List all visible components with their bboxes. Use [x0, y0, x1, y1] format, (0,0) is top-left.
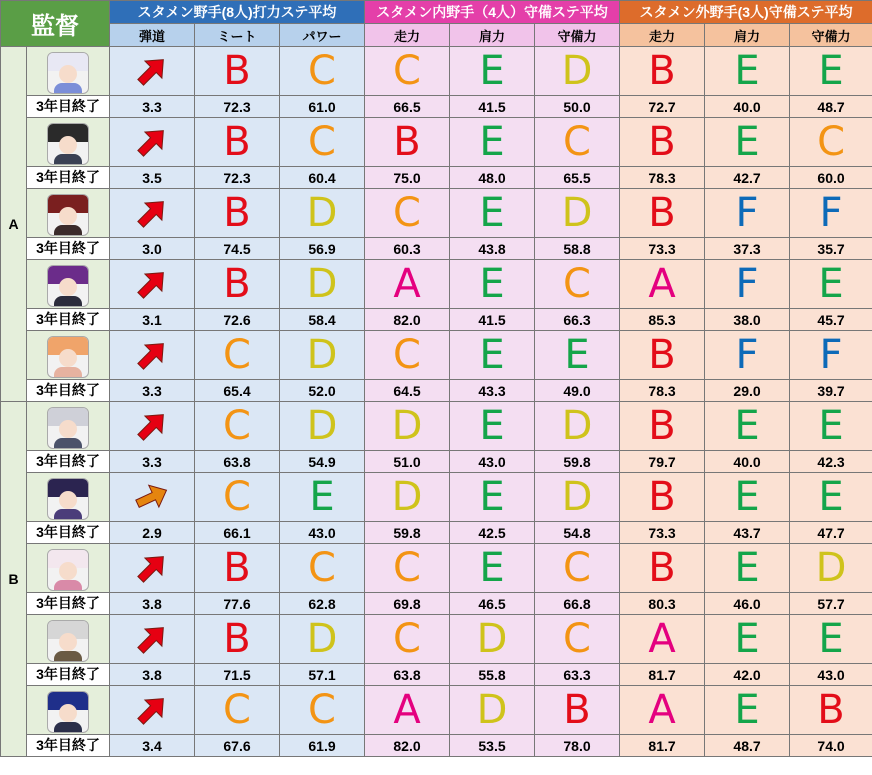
dando-arrow-cell: [110, 260, 195, 309]
grade-inf-speed: C: [365, 47, 450, 96]
value-dando: 3.5: [110, 167, 195, 189]
avatar: [47, 478, 89, 520]
value-dando: 3.0: [110, 238, 195, 260]
value-inf-arm: 43.8: [450, 238, 535, 260]
value-inf-fielding: 50.0: [535, 96, 620, 118]
table-row: [1, 309, 872, 331]
value-of-speed: 80.3: [620, 593, 705, 615]
grade-of-fielding: B: [790, 686, 872, 735]
value-of-arm: 38.0: [705, 309, 790, 331]
value-meet: 74.5: [195, 238, 280, 260]
grade-inf-fielding: D: [535, 402, 620, 451]
year-label: 3年目終了: [27, 167, 110, 189]
value-meet: 77.6: [195, 593, 280, 615]
value-of-arm: 42.7: [705, 167, 790, 189]
year-label: 3年目終了: [27, 664, 110, 686]
grade-inf-fielding: B: [535, 686, 620, 735]
avatar-cell: [27, 260, 110, 309]
group-label: B: [1, 402, 27, 757]
grade-of-fielding: E: [790, 402, 872, 451]
value-power: 54.9: [280, 451, 365, 473]
grade-power: C: [280, 544, 365, 593]
grade-inf-arm: E: [450, 47, 535, 96]
year-label: 3年目終了: [27, 309, 110, 331]
year-label: 3年目終了: [27, 593, 110, 615]
avatar-cell: [27, 473, 110, 522]
header-sub-inf-fielding: 守備力: [535, 24, 620, 47]
table-row: [1, 189, 872, 238]
grade-of-speed: B: [620, 402, 705, 451]
avatar: [47, 336, 89, 378]
grade-of-arm: E: [705, 118, 790, 167]
dando-arrow-cell: [110, 615, 195, 664]
avatar-cell: [27, 331, 110, 380]
value-of-arm: 42.0: [705, 664, 790, 686]
header-sub-of-arm: 肩力: [705, 24, 790, 47]
dando-arrow-cell: [110, 118, 195, 167]
grade-inf-fielding: C: [535, 544, 620, 593]
grade-of-speed: B: [620, 118, 705, 167]
grade-of-speed: B: [620, 544, 705, 593]
grade-inf-arm: E: [450, 402, 535, 451]
avatar: [47, 407, 89, 449]
value-inf-fielding: 59.8: [535, 451, 620, 473]
grade-inf-speed: C: [365, 544, 450, 593]
value-power: 57.1: [280, 664, 365, 686]
header-sub-power: パワー: [280, 24, 365, 47]
grade-inf-arm: E: [450, 473, 535, 522]
value-inf-arm: 55.8: [450, 664, 535, 686]
dando-arrow-cell: [110, 686, 195, 735]
value-of-arm: 46.0: [705, 593, 790, 615]
value-of-fielding: 48.7: [790, 96, 872, 118]
avatar-cell: [27, 686, 110, 735]
grade-meet: C: [195, 686, 280, 735]
value-meet: 63.8: [195, 451, 280, 473]
value-inf-fielding: 54.8: [535, 522, 620, 544]
grade-of-arm: E: [705, 615, 790, 664]
grade-of-speed: A: [620, 260, 705, 309]
grade-of-speed: A: [620, 686, 705, 735]
value-of-speed: 85.3: [620, 309, 705, 331]
year-label: 3年目終了: [27, 96, 110, 118]
avatar-cell: [27, 47, 110, 96]
value-inf-speed: 66.5: [365, 96, 450, 118]
value-inf-speed: 82.0: [365, 735, 450, 757]
table-row: [1, 686, 872, 735]
grade-power: E: [280, 473, 365, 522]
grade-power: C: [280, 686, 365, 735]
header-sub-inf-arm: 肩力: [450, 24, 535, 47]
avatar: [47, 691, 89, 733]
value-of-fielding: 43.0: [790, 664, 872, 686]
arrow-up-right-icon: [132, 264, 172, 304]
value-of-fielding: 60.0: [790, 167, 872, 189]
value-of-speed: 78.3: [620, 380, 705, 402]
value-power: 52.0: [280, 380, 365, 402]
value-power: 43.0: [280, 522, 365, 544]
table-row: [1, 593, 872, 615]
value-inf-fielding: 66.3: [535, 309, 620, 331]
table-row: [1, 118, 872, 167]
value-inf-arm: 41.5: [450, 96, 535, 118]
grade-of-fielding: E: [790, 260, 872, 309]
grade-meet: B: [195, 189, 280, 238]
table-row: [1, 47, 872, 96]
grade-inf-speed: A: [365, 686, 450, 735]
value-dando: 3.3: [110, 380, 195, 402]
value-power: 61.9: [280, 735, 365, 757]
value-of-arm: 40.0: [705, 96, 790, 118]
value-of-fielding: 35.7: [790, 238, 872, 260]
value-of-speed: 81.7: [620, 735, 705, 757]
arrow-up-right-icon: [132, 548, 172, 588]
grade-of-speed: B: [620, 189, 705, 238]
grade-of-fielding: D: [790, 544, 872, 593]
grade-power: D: [280, 331, 365, 380]
value-inf-speed: 60.3: [365, 238, 450, 260]
header-sub-inf-speed: 走力: [365, 24, 450, 47]
arrow-up-right-icon: [132, 406, 172, 446]
table-row: [1, 664, 872, 686]
grade-of-speed: A: [620, 615, 705, 664]
value-of-speed: 73.3: [620, 522, 705, 544]
value-dando: 3.8: [110, 593, 195, 615]
grade-inf-arm: E: [450, 189, 535, 238]
dando-arrow-cell: [110, 544, 195, 593]
dando-arrow-cell: [110, 402, 195, 451]
value-inf-arm: 43.0: [450, 451, 535, 473]
grade-inf-arm: E: [450, 118, 535, 167]
arrow-up-right-icon: [132, 335, 172, 375]
value-inf-speed: 63.8: [365, 664, 450, 686]
value-inf-arm: 41.5: [450, 309, 535, 331]
header-group-batting: スタメン野手(8人)打力ステ平均: [110, 1, 365, 24]
arrow-up-right-icon: [132, 690, 172, 730]
grade-power: D: [280, 402, 365, 451]
grade-of-speed: B: [620, 473, 705, 522]
grade-inf-arm: D: [450, 686, 535, 735]
value-of-arm: 40.0: [705, 451, 790, 473]
grade-of-arm: F: [705, 189, 790, 238]
grade-inf-speed: D: [365, 402, 450, 451]
dando-arrow-cell: [110, 189, 195, 238]
grade-meet: C: [195, 402, 280, 451]
table-row: [1, 451, 872, 473]
grade-inf-speed: C: [365, 189, 450, 238]
avatar: [47, 620, 89, 662]
grade-of-arm: F: [705, 331, 790, 380]
value-inf-speed: 64.5: [365, 380, 450, 402]
header-sub-of-speed: 走力: [620, 24, 705, 47]
grade-of-fielding: C: [790, 118, 872, 167]
grade-inf-arm: E: [450, 544, 535, 593]
header-sub-meet: ミート: [195, 24, 280, 47]
grade-of-arm: F: [705, 260, 790, 309]
value-meet: 72.3: [195, 167, 280, 189]
arrow-right-icon: [132, 477, 172, 517]
year-label: 3年目終了: [27, 735, 110, 757]
avatar-cell: [27, 402, 110, 451]
grade-of-fielding: F: [790, 189, 872, 238]
table-row: [1, 522, 872, 544]
value-inf-speed: 75.0: [365, 167, 450, 189]
year-label: 3年目終了: [27, 451, 110, 473]
value-of-fielding: 74.0: [790, 735, 872, 757]
value-of-fielding: 47.7: [790, 522, 872, 544]
value-dando: 3.8: [110, 664, 195, 686]
value-inf-fielding: 58.8: [535, 238, 620, 260]
grade-meet: C: [195, 473, 280, 522]
table-row: [1, 544, 872, 593]
value-inf-speed: 82.0: [365, 309, 450, 331]
grade-meet: B: [195, 615, 280, 664]
header-corner-kantoku: 監督: [1, 1, 110, 47]
value-inf-speed: 69.8: [365, 593, 450, 615]
value-of-fielding: 42.3: [790, 451, 872, 473]
table-row: [1, 473, 872, 522]
avatar: [47, 194, 89, 236]
value-dando: 3.3: [110, 96, 195, 118]
grade-power: C: [280, 118, 365, 167]
value-inf-arm: 48.0: [450, 167, 535, 189]
grade-of-fielding: E: [790, 47, 872, 96]
dando-arrow-cell: [110, 473, 195, 522]
value-dando: 3.1: [110, 309, 195, 331]
value-inf-speed: 51.0: [365, 451, 450, 473]
value-power: 60.4: [280, 167, 365, 189]
grade-inf-speed: B: [365, 118, 450, 167]
value-inf-arm: 46.5: [450, 593, 535, 615]
value-meet: 66.1: [195, 522, 280, 544]
value-meet: 71.5: [195, 664, 280, 686]
value-of-speed: 78.3: [620, 167, 705, 189]
arrow-up-right-icon: [132, 51, 172, 91]
header-sub-of-fielding: 守備力: [790, 24, 872, 47]
grade-power: D: [280, 260, 365, 309]
year-label: 3年目終了: [27, 238, 110, 260]
value-of-fielding: 57.7: [790, 593, 872, 615]
grade-of-arm: E: [705, 47, 790, 96]
grade-inf-fielding: D: [535, 473, 620, 522]
value-inf-arm: 53.5: [450, 735, 535, 757]
grade-of-arm: E: [705, 686, 790, 735]
value-dando: 3.4: [110, 735, 195, 757]
grade-inf-speed: C: [365, 331, 450, 380]
table-row: [1, 238, 872, 260]
year-label: 3年目終了: [27, 380, 110, 402]
value-power: 62.8: [280, 593, 365, 615]
avatar: [47, 123, 89, 165]
grade-of-arm: E: [705, 402, 790, 451]
grade-meet: C: [195, 331, 280, 380]
arrow-up-right-icon: [132, 619, 172, 659]
grade-inf-fielding: C: [535, 260, 620, 309]
value-of-arm: 29.0: [705, 380, 790, 402]
grade-of-fielding: F: [790, 331, 872, 380]
value-meet: 65.4: [195, 380, 280, 402]
value-power: 61.0: [280, 96, 365, 118]
grade-of-arm: E: [705, 473, 790, 522]
avatar-cell: [27, 615, 110, 664]
table-row: [1, 402, 872, 451]
table-row: [1, 331, 872, 380]
grade-meet: B: [195, 544, 280, 593]
group-label: A: [1, 47, 27, 402]
table-row: [1, 167, 872, 189]
grade-of-speed: B: [620, 331, 705, 380]
grade-inf-speed: C: [365, 615, 450, 664]
value-meet: 67.6: [195, 735, 280, 757]
value-dando: 2.9: [110, 522, 195, 544]
avatar: [47, 265, 89, 307]
grade-inf-fielding: C: [535, 118, 620, 167]
header-sub-dando: 弾道: [110, 24, 195, 47]
arrow-up-right-icon: [132, 193, 172, 233]
table-row: [1, 735, 872, 757]
grade-inf-arm: E: [450, 331, 535, 380]
grade-inf-fielding: C: [535, 615, 620, 664]
value-power: 58.4: [280, 309, 365, 331]
value-of-arm: 43.7: [705, 522, 790, 544]
avatar-cell: [27, 544, 110, 593]
header-group-infield: スタメン内野手（4人）守備ステ平均: [365, 1, 620, 24]
grade-meet: B: [195, 118, 280, 167]
dando-arrow-cell: [110, 47, 195, 96]
arrow-up-right-icon: [132, 122, 172, 162]
value-inf-arm: 42.5: [450, 522, 535, 544]
value-inf-fielding: 65.5: [535, 167, 620, 189]
grade-inf-arm: E: [450, 260, 535, 309]
grade-inf-arm: D: [450, 615, 535, 664]
value-of-arm: 48.7: [705, 735, 790, 757]
year-label: 3年目終了: [27, 522, 110, 544]
table-row: [1, 96, 872, 118]
value-dando: 3.3: [110, 451, 195, 473]
value-inf-arm: 43.3: [450, 380, 535, 402]
avatar-cell: [27, 118, 110, 167]
value-of-speed: 73.3: [620, 238, 705, 260]
header-group-outfield: スタメン外野手(3人)守備ステ平均: [620, 1, 872, 24]
avatar: [47, 549, 89, 591]
grade-inf-speed: D: [365, 473, 450, 522]
table-row: [1, 380, 872, 402]
grade-power: C: [280, 47, 365, 96]
grade-inf-fielding: D: [535, 47, 620, 96]
value-inf-fielding: 66.8: [535, 593, 620, 615]
grade-power: D: [280, 189, 365, 238]
grade-meet: B: [195, 260, 280, 309]
value-inf-fielding: 49.0: [535, 380, 620, 402]
value-meet: 72.3: [195, 96, 280, 118]
value-of-fielding: 39.7: [790, 380, 872, 402]
grade-meet: B: [195, 47, 280, 96]
avatar-cell: [27, 189, 110, 238]
grade-inf-speed: A: [365, 260, 450, 309]
grade-inf-fielding: D: [535, 189, 620, 238]
value-power: 56.9: [280, 238, 365, 260]
dando-arrow-cell: [110, 331, 195, 380]
grade-of-arm: E: [705, 544, 790, 593]
value-of-fielding: 45.7: [790, 309, 872, 331]
value-meet: 72.6: [195, 309, 280, 331]
value-inf-speed: 59.8: [365, 522, 450, 544]
grade-inf-fielding: E: [535, 331, 620, 380]
table-row: [1, 615, 872, 664]
value-of-speed: 79.7: [620, 451, 705, 473]
avatar: [47, 52, 89, 94]
grade-of-fielding: E: [790, 615, 872, 664]
value-of-arm: 37.3: [705, 238, 790, 260]
grade-of-speed: B: [620, 47, 705, 96]
grade-power: D: [280, 615, 365, 664]
value-inf-fielding: 78.0: [535, 735, 620, 757]
value-of-speed: 81.7: [620, 664, 705, 686]
table-row: [1, 260, 872, 309]
value-of-speed: 72.7: [620, 96, 705, 118]
value-inf-fielding: 63.3: [535, 664, 620, 686]
grade-of-fielding: E: [790, 473, 872, 522]
